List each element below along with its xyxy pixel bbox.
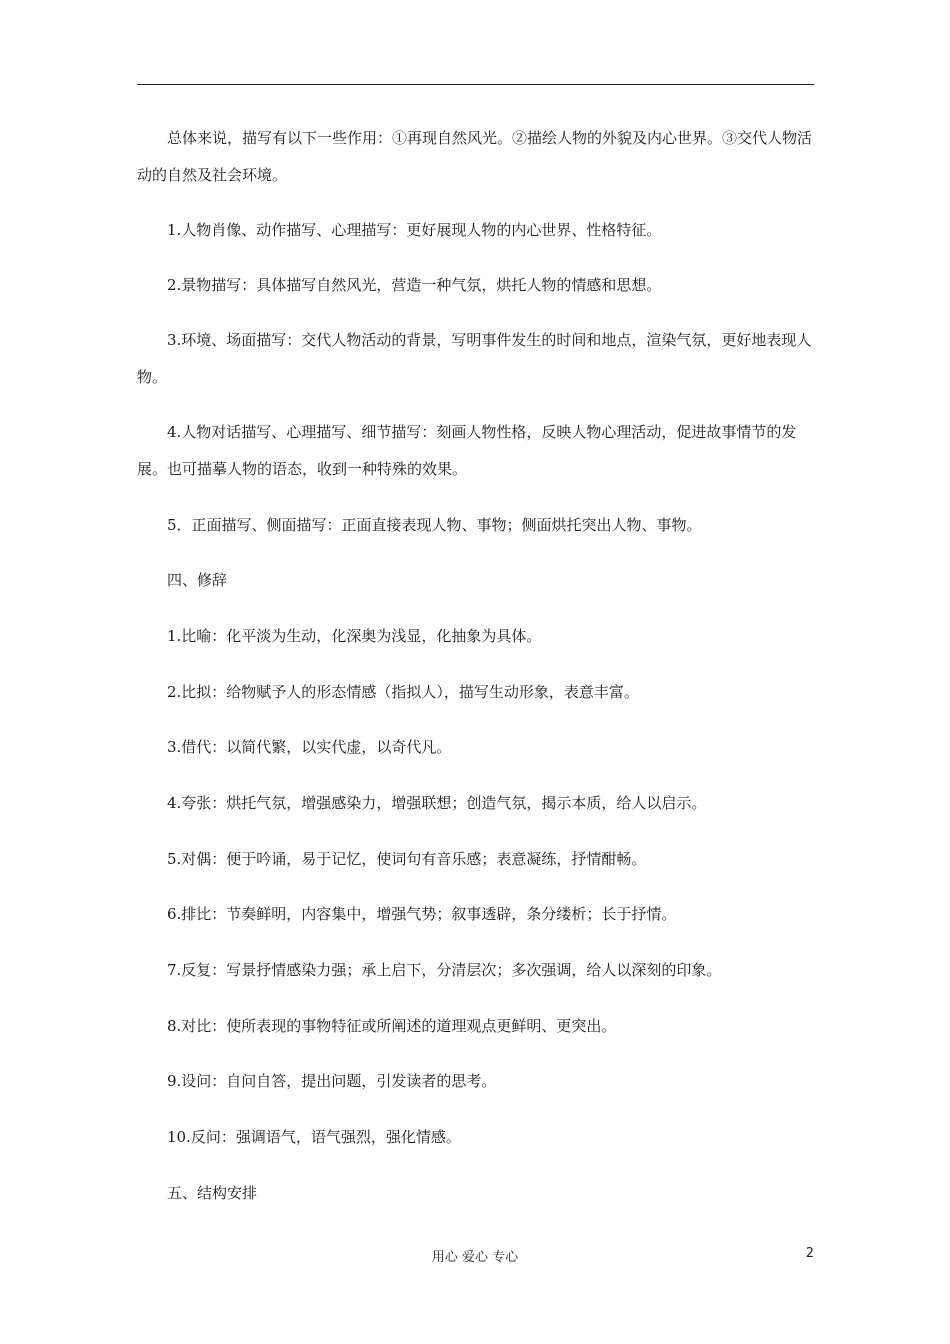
section-heading: 四、修辞 bbox=[167, 571, 228, 589]
paragraph-item: 2.比拟：给物赋予人的形态情感（指拟人），描写生动形象，表意丰富。 bbox=[167, 683, 639, 701]
page-number: 2 bbox=[805, 1246, 814, 1261]
paragraph-item: 3.环境、场面描写：交代人物活动的背景，写明事件发生的时间和地点，渲染气氛，更好地表现人物。 bbox=[137, 331, 812, 386]
paragraph-item: 1.人物肖像、动作描写、心理描写：更好展现人物的内心世界、性格特征。 bbox=[167, 221, 662, 239]
paragraph-item: 6.排比：节奏鲜明，内容集中，增强气势；叙事透辟，条分缕析；长于抒情。 bbox=[167, 905, 677, 923]
paragraph-item: 7.反复：写景抒情感染力强；承上启下，分清层次；多次强调，给人以深刻的印象。 bbox=[167, 961, 722, 979]
paragraph-item: 3.借代：以简代繁，以实代虚，以奇代凡。 bbox=[167, 738, 452, 756]
footer-motto: 用心 爱心 专心 bbox=[431, 1250, 519, 1265]
paragraph-item: 10.反问：强调语气，语气强烈，强化情感。 bbox=[167, 1128, 461, 1146]
paragraph-summary: 总体来说，描写有以下一些作用：①再现自然风光。②描绘人物的外貌及内心世界。③交代人物活动的自然及社会环境。 bbox=[137, 129, 813, 184]
paragraph-item: 5.对偶：便于吟诵，易于记忆，使词句有音乐感；表意凝练，抒情酣畅。 bbox=[167, 850, 647, 868]
header-rule bbox=[137, 84, 814, 85]
section-heading: 五、结构安排 bbox=[167, 1184, 258, 1202]
paragraph-item: 4.夸张：烘托气氛，增强感染力，增强联想；创造气氛，揭示本质，给人以启示。 bbox=[167, 794, 707, 812]
paragraph-item: 8.对比：使所表现的事物特征或所阐述的道理观点更鲜明、更突出。 bbox=[167, 1017, 617, 1035]
paragraph-item: 4.人物对话描写、心理描写、细节描写：刻画人物性格，反映人物心理活动，促进故事情节的发展。也可描摹人物的语态，收到一种特殊的效果。 bbox=[137, 423, 797, 478]
paragraph-item: 1.比喻：化平淡为生动，化深奥为浅显，化抽象为具体。 bbox=[167, 627, 542, 645]
paragraph-item: 9.设问：自问自答，提出问题，引发读者的思考。 bbox=[167, 1072, 497, 1090]
paragraph-item: 5．正面描写、侧面描写：正面直接表现人物、事物；侧面烘托突出人物、事物。 bbox=[167, 516, 702, 534]
paragraph-item: 2.景物描写：具体描写自然风光，营造一种气氛，烘托人物的情感和思想。 bbox=[167, 276, 662, 294]
